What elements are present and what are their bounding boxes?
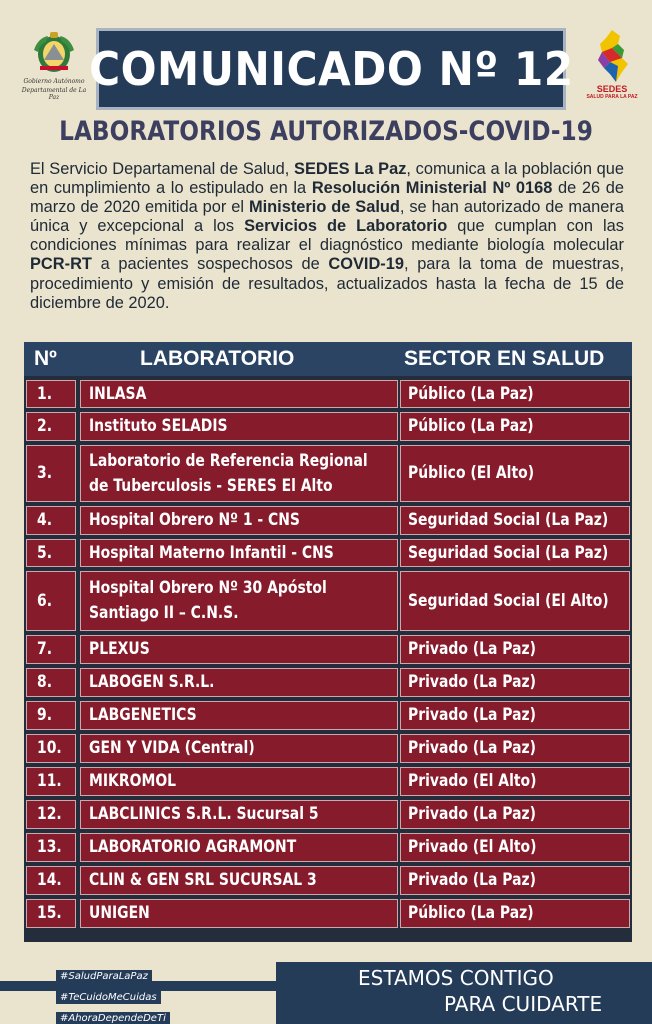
health-sector: Privado (El Alto) (408, 771, 537, 791)
laboratory-cell (80, 767, 398, 796)
hashtag: #TeCuidoMeCuidas (56, 991, 161, 1004)
laboratory-name-multiline (89, 576, 379, 626)
row-number-cell (26, 734, 76, 763)
table-row (24, 633, 632, 666)
laboratory-name: MIKROMOL (89, 771, 177, 791)
row-number-cell (26, 539, 76, 567)
row-number-cell (26, 445, 76, 502)
row-number: 9. (37, 705, 53, 725)
intro-bold: COVID-19 (328, 255, 404, 274)
health-sector: Privado (El Alto) (408, 837, 537, 857)
hashtag: #AhoraDependeDeTi (56, 1012, 170, 1024)
row-number-cell (26, 701, 76, 730)
sector-cell (400, 668, 630, 697)
column-header-sector: SECTOR EN SALUD (404, 347, 605, 370)
laboratory-name-line-1: Hospital Obrero Nº 30 Apóstol (89, 578, 327, 598)
row-number-cell (26, 668, 76, 697)
intro-text: de 26 de marzo de 2020 emitida por el (30, 179, 624, 217)
intro-paragraph (30, 160, 624, 313)
sector-cell (400, 833, 630, 862)
row-number: 10. (37, 738, 62, 758)
laboratory-name: PLEXUS (89, 639, 150, 659)
laboratory-name: Hospital Materno Infantil - CNS (89, 542, 334, 563)
intro-text: que cumplan con las condiciones mínimas para realizar el diagnóstico mediante biología molecular (30, 217, 624, 255)
health-sector: Público (El Alto) (408, 463, 535, 483)
intro-text: a pacientes sospechosos de (91, 255, 329, 274)
laboratory-cell (80, 539, 398, 567)
column-header-number: Nº (34, 347, 57, 370)
laboratory-name: LABGENETICS (89, 705, 197, 725)
row-number-cell (26, 571, 76, 631)
health-sector: Seguridad Social (La Paz) (408, 510, 609, 530)
slogan-line-2: PARA CUIDARTE (444, 992, 603, 1016)
sector-cell (400, 445, 630, 502)
intro-bold: PCR-RT (30, 255, 92, 274)
intro-bold: Servicios de Laboratorio (244, 217, 448, 236)
intro-bold: Resolución Ministerial Nº 0168 (311, 179, 553, 198)
table-row (24, 443, 632, 504)
table-header (24, 342, 632, 376)
laboratory-name: GEN Y VIDA (Central) (89, 738, 255, 758)
row-number-cell (26, 506, 76, 535)
laboratory-name: Hospital Obrero Nº 1 - CNS (89, 510, 300, 530)
intro-bold: SEDES La Paz (294, 160, 407, 178)
sector-cell (400, 539, 630, 567)
row-number-cell (26, 380, 76, 408)
row-number-cell (26, 800, 76, 829)
row-number: 14. (37, 870, 62, 890)
table-row (24, 732, 632, 765)
sedes-tagline: SALUD PARA LA PAZ (586, 94, 638, 100)
sector-cell (400, 701, 630, 730)
intro-text: El Servicio Departamenal de Salud, (30, 160, 295, 178)
table-row (24, 831, 632, 864)
table-row (24, 765, 632, 798)
sector-cell (400, 571, 630, 631)
gov-logo-text-2: Departamental de La Paz (21, 87, 87, 101)
health-sector: Seguridad Social (El Alto) (408, 590, 609, 611)
sector-cell (400, 899, 630, 928)
row-number: 7. (37, 639, 53, 659)
gov-logo-text-1: Gobierno Autónomo (23, 78, 85, 85)
row-number-cell (26, 833, 76, 862)
table-row (24, 864, 632, 897)
health-sector: Privado (La Paz) (408, 870, 537, 890)
sector-cell (400, 412, 630, 441)
sedes-logo (588, 28, 636, 104)
la-paz-map-icon (592, 28, 632, 84)
intro-text: , comunica a la población que en cumplimiento a lo estipulado en la (30, 160, 624, 198)
table-row (24, 378, 632, 410)
laboratory-cell (80, 635, 398, 664)
table-row (24, 410, 632, 443)
gov-la-paz-logo (18, 30, 90, 106)
laboratory-cell (80, 899, 398, 928)
table-row (24, 897, 632, 930)
laboratory-cell (80, 866, 398, 895)
hashtag: #SaludParaLaPaz (56, 970, 152, 983)
row-number: 6. (37, 590, 53, 611)
sector-cell (400, 506, 630, 535)
table-row (24, 699, 632, 732)
laboratory-name: UNIGEN (89, 903, 150, 923)
row-number: 5. (37, 542, 53, 563)
page-title: COMUNICADO Nº 12 (88, 42, 574, 96)
title-banner (88, 28, 574, 110)
laboratory-name-multiline (89, 449, 429, 499)
health-sector: Público (La Paz) (408, 383, 534, 404)
sector-cell (400, 800, 630, 829)
laboratory-cell (80, 380, 398, 408)
header (0, 0, 652, 112)
health-sector: Privado (La Paz) (408, 804, 537, 824)
row-number: 13. (37, 837, 62, 857)
subtitle: LABORATORIOS AUTORIZADOS-COVID-19 (59, 116, 593, 147)
laboratory-name: LABCLINICS S.R.L. Sucursal 5 (89, 804, 319, 824)
sector-cell (400, 734, 630, 763)
laboratory-cell (80, 701, 398, 730)
coat-of-arms-icon (30, 30, 78, 76)
row-number: 11. (37, 771, 62, 791)
row-number: 2. (37, 416, 53, 436)
health-sector: Público (La Paz) (408, 903, 534, 923)
table-row (24, 537, 632, 569)
sedes-name: SEDES (596, 84, 628, 94)
sector-cell (400, 380, 630, 408)
table-row (24, 666, 632, 699)
row-number: 4. (37, 510, 53, 530)
health-sector: Privado (La Paz) (408, 672, 537, 692)
slogan-banner (276, 962, 652, 1024)
health-sector: Seguridad Social (La Paz) (408, 542, 609, 563)
row-number: 15. (37, 903, 62, 923)
row-number-cell (26, 412, 76, 441)
intro-text: , se han autorizado de manera única y excepcional a los (30, 198, 624, 236)
health-sector: Privado (La Paz) (408, 738, 537, 758)
sector-cell (400, 635, 630, 664)
laboratory-cell (80, 668, 398, 697)
laboratory-cell (80, 445, 398, 502)
intro-bold: Ministerio de Salud (248, 198, 400, 217)
row-number: 8. (37, 672, 53, 692)
row-number-cell (26, 866, 76, 895)
hashtag-list (56, 966, 226, 1024)
laboratory-name: LABOGEN S.R.L. (89, 672, 215, 692)
laboratories-table (24, 342, 632, 942)
footer (0, 962, 652, 1024)
row-number: 1. (37, 383, 53, 404)
row-number-cell (26, 899, 76, 928)
row-number: 12. (37, 804, 62, 824)
laboratory-cell (80, 734, 398, 763)
health-sector: Privado (La Paz) (408, 639, 537, 659)
laboratory-name-line-2: de Tuberculosis - SERES El Alto (89, 475, 333, 496)
laboratory-cell (80, 506, 398, 535)
sector-cell (400, 767, 630, 796)
laboratory-name-line-2: Santiago II – C.N.S. (89, 603, 239, 623)
laboratory-name: LABORATORIO AGRAMONT (89, 837, 297, 857)
intro-text: , para la toma de muestras, procedimiento y emisión de resultados, actualizados hasta la fecha de 15 de diciembre de 2020. (30, 255, 624, 312)
row-number: 3. (37, 463, 53, 483)
health-sector: Privado (La Paz) (408, 705, 537, 725)
laboratory-cell (80, 833, 398, 862)
laboratory-name: Instituto SELADIS (89, 416, 228, 436)
laboratory-cell (80, 412, 398, 441)
laboratory-name: INLASA (89, 383, 147, 404)
laboratory-cell (80, 800, 398, 829)
laboratory-cell (80, 571, 398, 631)
laboratory-name: CLIN & GEN SRL SUCURSAL 3 (89, 870, 317, 890)
slogan-line-1: ESTAMOS CONTIGO (358, 966, 554, 990)
table-row (24, 798, 632, 831)
table-row (24, 504, 632, 537)
column-header-laboratory: LABORATORIO (140, 347, 295, 370)
health-sector: Público (La Paz) (408, 416, 534, 436)
laboratory-name-line-1: Laboratorio de Referencia Regional (89, 450, 368, 471)
row-number-cell (26, 767, 76, 796)
table-row (24, 569, 632, 633)
sector-cell (400, 866, 630, 895)
row-number-cell (26, 635, 76, 664)
